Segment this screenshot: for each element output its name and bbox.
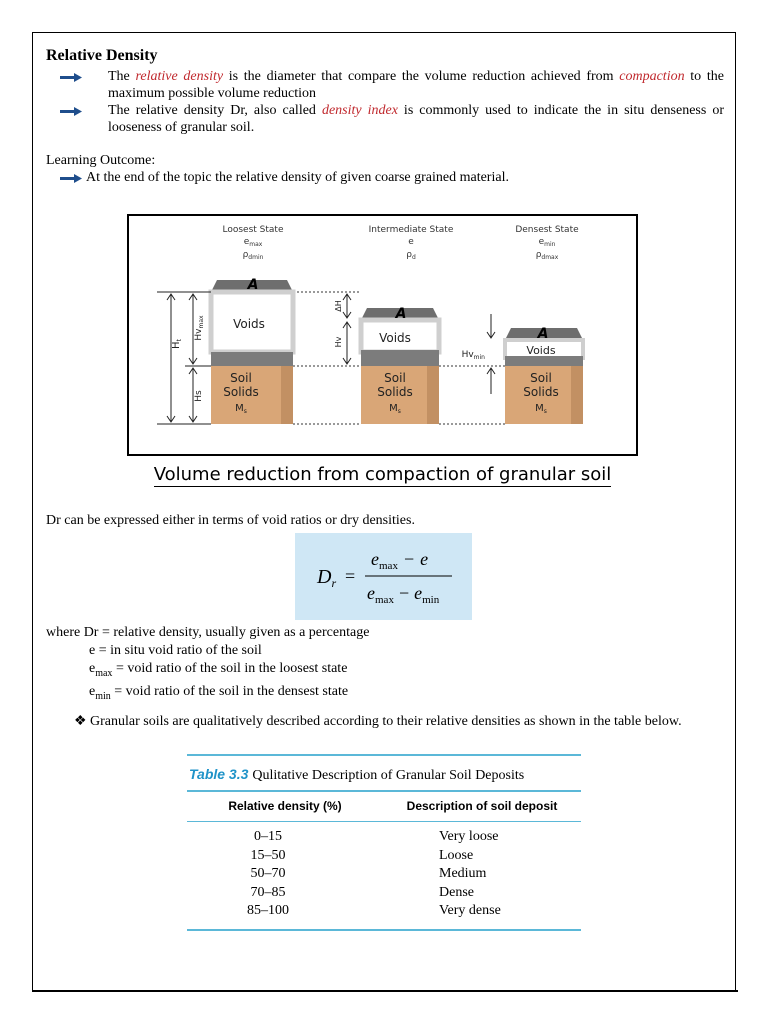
svg-text:Voids: Voids (526, 344, 556, 357)
svg-text:Voids: Voids (233, 317, 265, 331)
svg-text:Ms: $M_s$ (389, 403, 401, 415)
density-table (187, 754, 581, 931)
state-intermediate-rho: $\rho_d$ (406, 250, 416, 261)
state-intermediate-name: Intermediate State (368, 225, 454, 235)
compaction-figure (127, 214, 638, 456)
svg-text:A: A (247, 277, 259, 293)
svg-text:Voids: Voids (379, 331, 411, 345)
svg-text:Hs: Hs (194, 390, 204, 402)
svg-text:Dr: $D_r$ (317, 566, 337, 590)
intro-section (46, 46, 724, 186)
page-bottom-rule (32, 990, 738, 992)
diamond-bullet-icon: ❖ (74, 714, 87, 729)
bullet-definition: The relative density is the diameter that compare the volume reduction achieved from compaction to the maximum possible volume reduction (46, 68, 724, 102)
svg-text:=: = (345, 566, 356, 586)
col-header-relative-density: Relative density (%) (228, 799, 342, 813)
svg-text:emax−emin: $e_{max} - e_{min}$ (367, 583, 440, 606)
state-loosest-rho: $\rho_{dmin}$ (242, 250, 264, 261)
relative-density-formula (295, 533, 472, 620)
bullet-density-index: The relative density Dr, also called density index is commonly used to indicate the in situ denseness or looseness of granular soil. (46, 102, 724, 136)
definition-e: e = in situ void ratio of the soil (89, 643, 262, 658)
svg-text:Soil: Soil (530, 371, 552, 385)
svg-text:Ht: $H_t$ (171, 339, 183, 349)
col-header-description: Description of soil deposit (406, 799, 558, 813)
table-row: 15–50 Loose (250, 847, 474, 863)
table-body (187, 822, 581, 929)
arrow-bullet-icon (60, 107, 82, 116)
state-densest-name: Densest State (515, 225, 579, 235)
arrow-bullet-icon (60, 174, 82, 183)
state-loosest-name: Loosest State (222, 225, 284, 235)
svg-text:emax−e: $e_{max} - e$ (371, 549, 429, 572)
svg-text:Solids: Solids (223, 385, 259, 399)
definition-emin: $e_{min}$ = void ratio of the soil in the densest state (89, 683, 349, 702)
table-header (187, 792, 581, 821)
state-loosest-e: $e_{max}$ (243, 237, 263, 248)
table-row: 0–15 Very loose (254, 829, 499, 844)
state-densest-e: $e_{min}$ (538, 237, 556, 248)
definition-emax: $e_{max}$ = void ratio of the soil in the loosest state (89, 661, 348, 679)
learning-outcome-item: At the end of the topic the relative density of given coarse grained material. (46, 169, 724, 186)
figure-caption: Volume reduction from compaction of granular soil (153, 464, 612, 485)
variable-definitions (46, 624, 369, 706)
state-densest-rho: $\rho_{dmax}$ (535, 250, 559, 261)
granular-note: ❖ Granular soils are qualitatively described according to their relative densities as shown in the table below. (74, 714, 682, 729)
expression-line: Dr can be expressed either in terms of void ratios or dry densities. (46, 513, 415, 528)
table-row: 85–100 Very dense (247, 903, 501, 918)
svg-text:Hv: Hv (334, 336, 343, 348)
definition-dr: where Dr = relative density, usually given as a percentage (46, 625, 370, 640)
table-row: 50–70 Medium (250, 866, 487, 881)
column-densest (505, 326, 583, 424)
svg-text:Soil: Soil (230, 371, 252, 385)
svg-text:Soil: Soil (384, 371, 406, 385)
svg-text:A: A (537, 326, 549, 342)
svg-text:Hvmin: $Hv_{min}$ (461, 350, 485, 361)
svg-text:Ms: $M_s$ (235, 403, 247, 415)
arrow-bullet-icon (60, 73, 82, 82)
svg-text:Solids: Solids (523, 385, 559, 399)
section-heading: Relative Density (46, 47, 158, 64)
svg-text:Solids: Solids (377, 385, 413, 399)
svg-text:A: A (395, 306, 407, 322)
column-intermediate (361, 306, 439, 424)
svg-text:Ms: $M_s$ (535, 403, 547, 415)
svg-text:Hvmax: $Hv_{max}$ (194, 315, 205, 341)
learning-outcome-label: Learning Outcome: (46, 153, 156, 168)
table-title: Table 3.3 Qulitative Description of Granular Soil Deposits (189, 766, 525, 783)
state-intermediate-e: e (408, 237, 414, 247)
table-row: 70–85 Dense (250, 884, 474, 900)
column-loosest (211, 277, 293, 424)
compaction-diagram (129, 216, 636, 454)
formula-box (295, 533, 472, 620)
svg-text:ΔH: ΔH (334, 300, 343, 312)
